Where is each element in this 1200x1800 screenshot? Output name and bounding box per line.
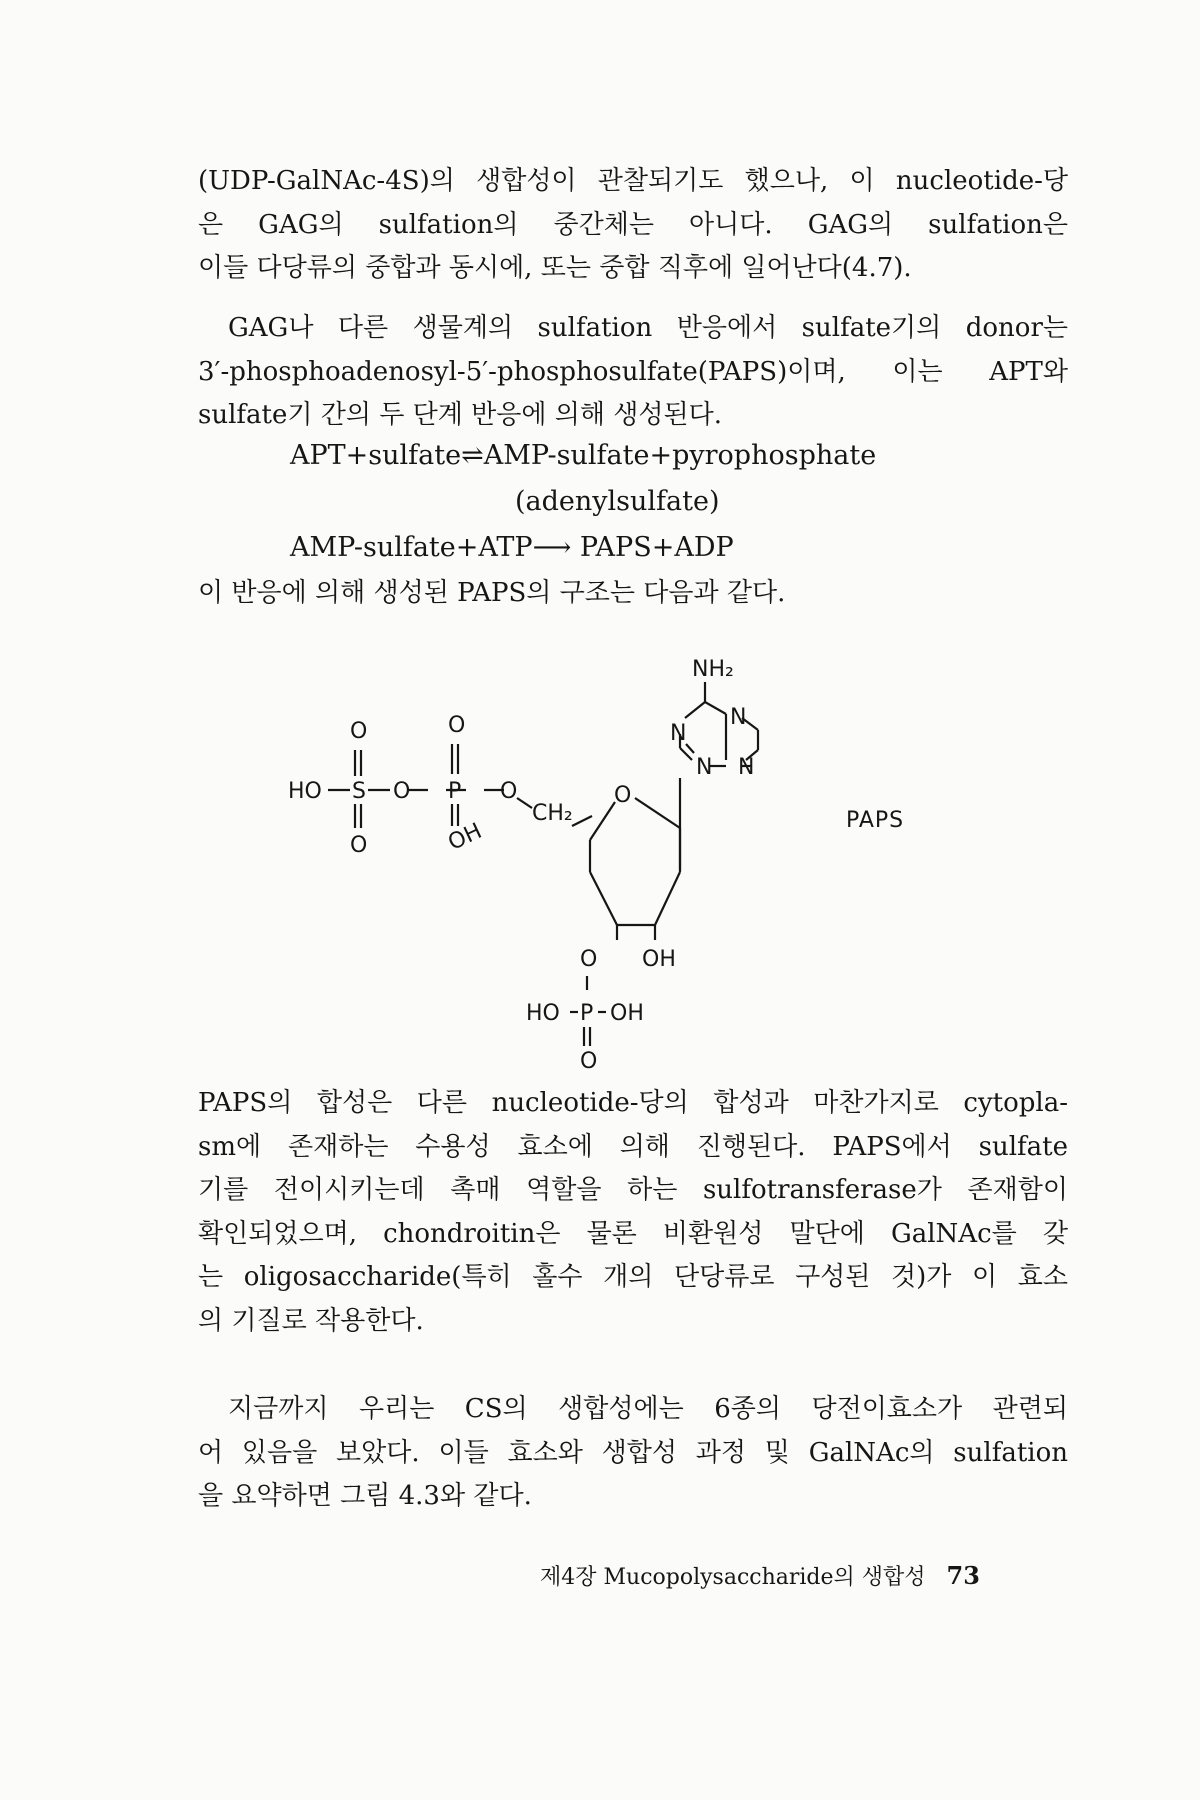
atom-oh: OH (642, 947, 676, 972)
bond (517, 798, 532, 808)
text-line: PAPS의 합성은 다른 nucleotide-당의 합성과 마찬가지로 cytopla- (198, 1088, 1068, 1118)
text-line: 확인되었으며, chondroitin은 물론 비환원성 말단에 GalNAc를 갖 (198, 1218, 1068, 1249)
equation-2: AMP-sulfate+ATP⟶ PAPS+ADP (290, 532, 734, 563)
text-line: 3′-phosphoadenosyl-5′-phosphosulfate(PAPS)이며, 이는 APT와 (198, 356, 1068, 387)
atom-o: O (350, 833, 368, 858)
text-line: 지금까지 우리는 CS의 생합성에는 6종의 당전이효소가 관련되 (228, 1394, 1068, 1424)
page-footer (540, 1560, 980, 1591)
atom-o: O (350, 719, 368, 744)
atom-oh: OH (610, 1001, 644, 1026)
page-number: 73 (946, 1561, 980, 1590)
paragraph-paps-structure-intro (198, 572, 1068, 616)
atom-o-ring: O (614, 783, 632, 808)
text-line: 어 있음을 보았다. 이들 효소와 생합성 과정 및 GalNAc의 sulfation (198, 1437, 1068, 1468)
text-line: sm에 존재하는 수용성 효소에 의해 진행된다. PAPS에서 sulfate (198, 1131, 1068, 1162)
bond (686, 744, 694, 753)
text-line: 기를 전이시키는데 촉매 역할을 하는 sulfotransferase가 존재함이 (198, 1175, 1068, 1205)
atom-ho: HO (526, 1001, 560, 1026)
text-line: sulfate기 간의 두 단계 반응에 의해 생성된다. (198, 400, 722, 430)
bond (590, 872, 617, 925)
atom-nh2: NH₂ (692, 657, 734, 682)
bond (705, 702, 726, 714)
paragraph-sulfate-donor (198, 307, 1068, 438)
atom-oh: OH (444, 818, 486, 856)
bond (655, 872, 680, 925)
text-line: GAG나 다른 생물계의 sulfation 반응에서 sulfate기의 donor는 (228, 313, 1068, 343)
text-line: 이들 다당류의 중합과 동시에, 또는 중합 직후에 일어난다(4.7). (198, 253, 912, 283)
atom-n: N (696, 755, 713, 780)
atom-n: N (730, 705, 747, 730)
atom-o: O (393, 779, 411, 804)
paragraph-summary (198, 1388, 1068, 1519)
text-line: 은 GAG의 sulfation의 중간체는 아니다. GAG의 sulfation은 (198, 209, 1068, 240)
text-line: (UDP-GalNAc-4S)의 생합성이 관찰되기도 했으나, 이 nucleotide-당 (198, 166, 1068, 196)
paps-label: PAPS (846, 808, 905, 833)
paps-structure-diagram (288, 640, 940, 1074)
atom-s: S (352, 779, 366, 804)
equation-1: APT+sulfate⇌AMP-sulfate+pyrophosphate (290, 440, 877, 471)
text-line: 는 oligosaccharide(특히 홀수 개의 단당류로 구성된 것)가 이 효소 (198, 1262, 1068, 1292)
atom-n: N (738, 755, 755, 780)
atom-o: O (580, 1049, 598, 1074)
bond (590, 802, 615, 840)
atom-ch2: CH₂ (532, 801, 573, 826)
bond (572, 816, 592, 826)
atom-o: O (500, 779, 518, 804)
atom-o: O (580, 947, 598, 972)
paps-structure-svg (288, 640, 940, 1074)
atom-ho: HO (288, 779, 322, 804)
atom-o: O (448, 713, 466, 738)
atom-n: N (670, 721, 687, 746)
text-line: 이 반응에 의해 생성된 PAPS의 구조는 다음과 같다. (198, 578, 786, 608)
equation-1-subscript: (adenylsulfate) (515, 486, 720, 517)
paragraph-udp-galnac (198, 160, 1068, 291)
atom-p: P (580, 1001, 594, 1026)
atom-p: P (448, 779, 462, 804)
paragraph-paps-synthesis (198, 1082, 1068, 1343)
text-line: 을 요약하면 그림 4.3와 같다. (198, 1481, 532, 1511)
bond (685, 702, 705, 718)
bond (635, 798, 680, 828)
chapter-title: 제4장 Mucopolysaccharide의 생합성 (540, 1565, 926, 1590)
text-line: 의 기질로 작용한다. (198, 1305, 424, 1336)
